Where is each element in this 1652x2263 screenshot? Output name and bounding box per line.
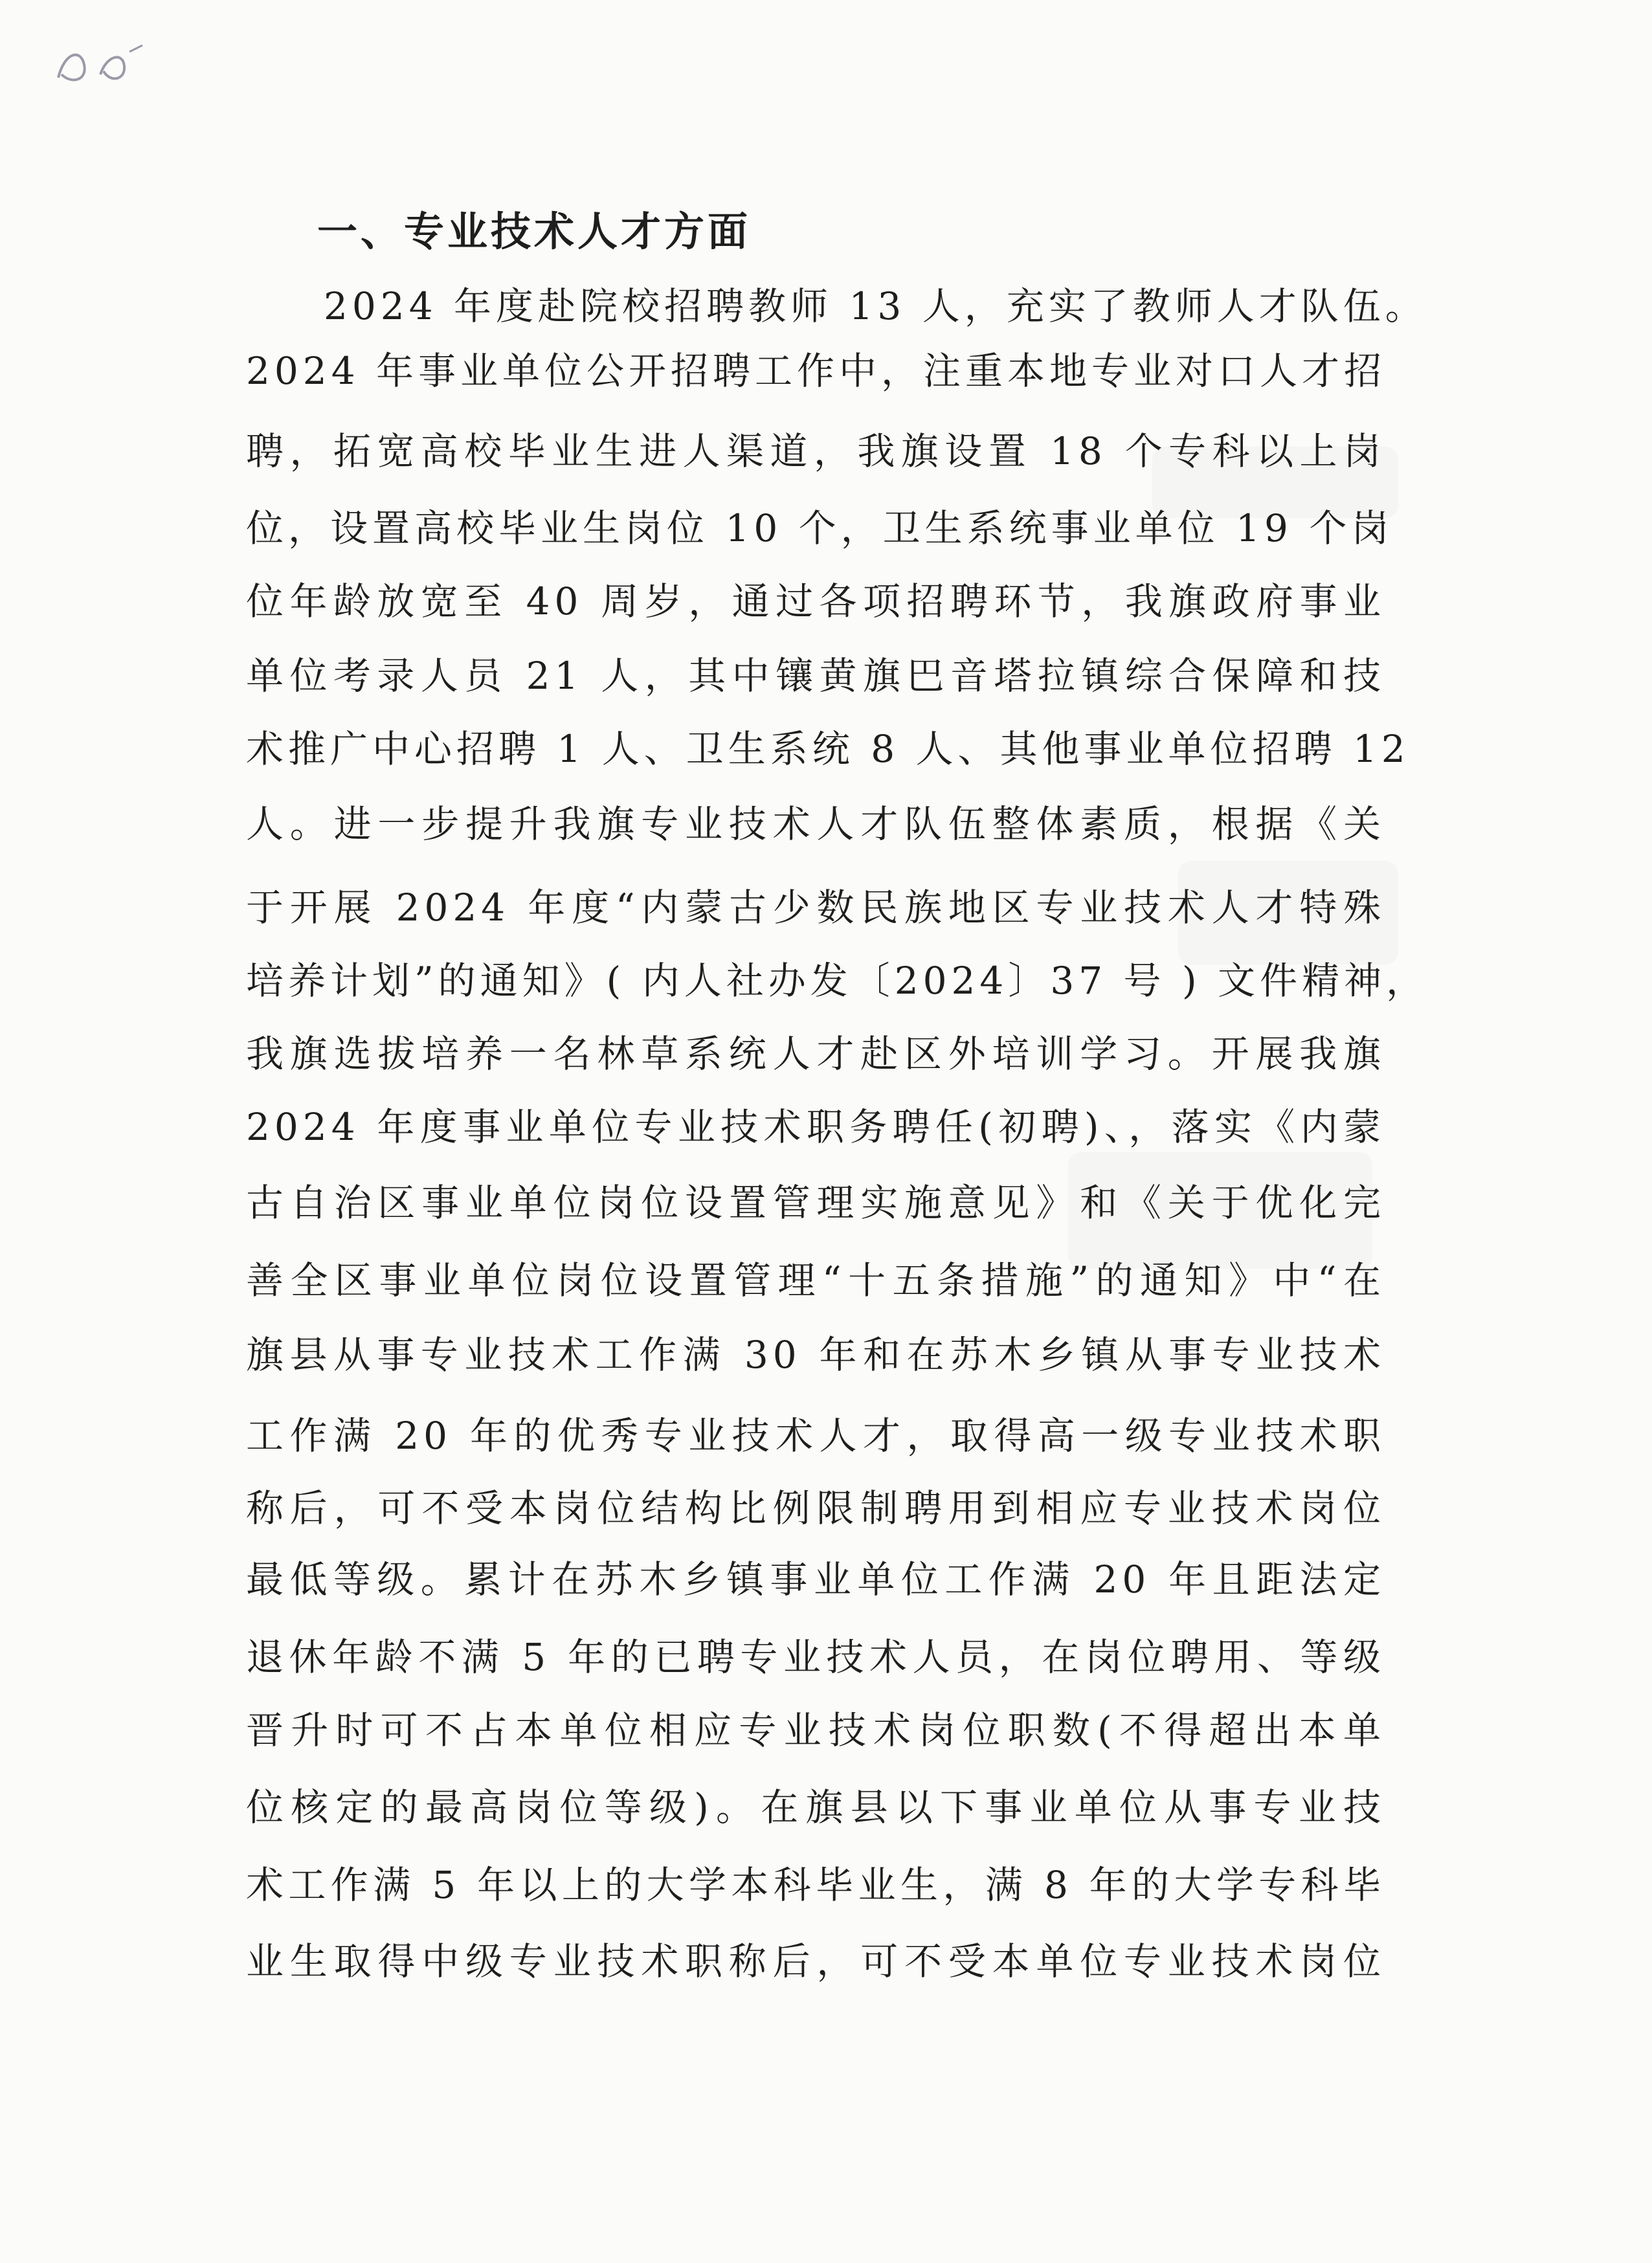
paragraph-line: 业生取得中级专业技术职称后，可不受本单位专业技术岗位 [246, 1939, 1385, 1983]
paragraph-line: 位年龄放宽至 40 周岁，通过各项招聘环节，我旗政府事业 [246, 579, 1385, 623]
paragraph-line: 单位考录人员 21 人，其中镶黄旗巴音塔拉镇综合保障和技 [246, 654, 1385, 698]
paragraph-line: 最低等级。累计在苏木乡镇事业单位工作满 20 年且距法定 [246, 1557, 1385, 1601]
paragraph-line: 善全区事业单位岗位设置管理“十五条措施”的通知》中“在 [246, 1258, 1385, 1302]
paragraph-line: 于开展 2024 年度“内蒙古少数民族地区专业技术人才特殊 [246, 886, 1385, 930]
paragraph-line: 位，设置高校毕业生岗位 10 个，卫生系统事业单位 19 个岗 [246, 506, 1394, 550]
paragraph-line: 2024 年度事业单位专业技术职务聘任(初聘)、，落实《内蒙 [246, 1105, 1385, 1149]
paragraph-line: 晋升时可不占本单位相应专业技术岗位职数(不得超出本单 [246, 1708, 1385, 1752]
handwritten-page-mark [45, 39, 155, 91]
paragraph-line: 退休年龄不满 5 年的已聘专业技术人员，在岗位聘用、等级 [246, 1635, 1385, 1679]
paragraph-line: 聘，拓宽高校毕业生进人渠道，我旗设置 18 个专科以上岗 [246, 429, 1385, 473]
paragraph-line: 培养计划”的通知》( 内人社办发〔2024〕37 号 ) 文件精神， [246, 959, 1429, 1003]
paragraph-line: 我旗选拔培养一名林草系统人才赴区外培训学习。开展我旗 [246, 1032, 1385, 1076]
paragraph-line: 2024 年事业单位公开招聘工作中，注重本地专业对口人才招 [246, 349, 1387, 393]
paragraph-line: 称后，可不受本岗位结构比例限制聘用到相应专业技术岗位 [246, 1486, 1385, 1530]
paragraph-line: 术工作满 5 年以上的大学本科毕业生，满 8 年的大学专科毕 [246, 1863, 1385, 1907]
paragraph-line: 旗县从事专业技术工作满 30 年和在苏木乡镇从事专业技术 [246, 1333, 1385, 1377]
paragraph-line: 位核定的最高岗位等级)。在旗县以下事业单位从事专业技 [246, 1785, 1385, 1829]
paragraph-line: 古自治区事业单位岗位设置管理实施意见》和《关于优化完 [246, 1181, 1385, 1225]
section-heading: 一、专业技术人才方面 [317, 208, 752, 255]
paragraph-line: 2024 年度赴院校招聘教师 13 人，充实了教师人才队伍。 [324, 284, 1427, 328]
paragraph-line: 术推广中心招聘 1 人、卫生系统 8 人、其他事业单位招聘 12 [246, 727, 1410, 771]
paragraph-line: 人。进一步提升我旗专业技术人才队伍整体素质，根据《关 [246, 802, 1385, 846]
paragraph-line: 工作满 20 年的优秀专业技术人才，取得高一级专业技术职 [246, 1414, 1385, 1458]
